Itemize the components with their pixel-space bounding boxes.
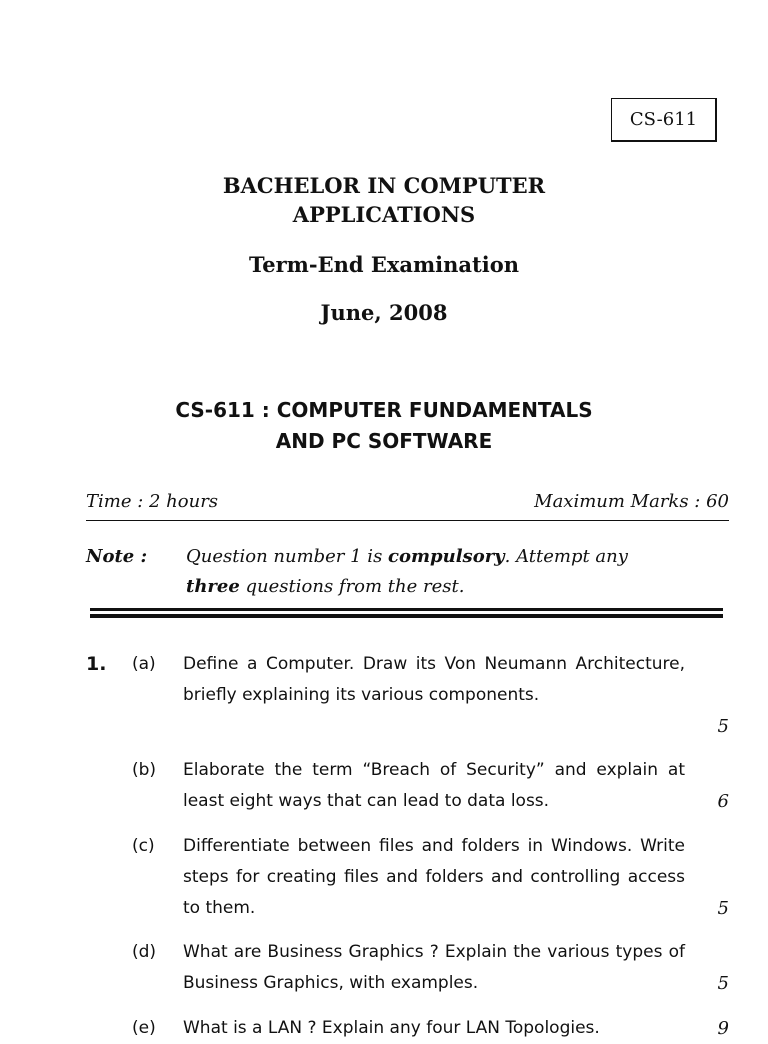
note-label: Note :	[86, 546, 148, 567]
divider-double-bottom	[90, 614, 723, 618]
note-line2-post: questions from the rest.	[239, 576, 465, 597]
exam-date: June, 2008	[320, 300, 448, 325]
note-compulsory: compulsory	[388, 546, 505, 567]
course-title-line2: AND PC SOFTWARE	[275, 429, 493, 453]
part-text: What are Business Graphics ? Explain the various types of Business Graphics, with examples.	[183, 942, 685, 993]
degree-title-line2: APPLICATIONS	[292, 202, 476, 227]
degree-title-line1: BACHELOR IN COMPUTER	[222, 173, 546, 198]
part-text: Define a Computer. Draw its Von Neumann Architecture, briefly explaining its various components.	[183, 654, 685, 705]
part-label: (e)	[132, 1018, 156, 1038]
note-text	[186, 542, 706, 602]
part-text: Differentiate between files and folders in Windows. Write steps for creating files and folders and controlling access to them.	[183, 836, 685, 918]
part-marks: 5	[717, 898, 729, 919]
part-label: (d)	[132, 942, 157, 962]
exam-title: Term-End Examination	[248, 252, 519, 277]
max-marks-label: Maximum Marks : 60	[534, 491, 729, 512]
part-marks: 5	[717, 973, 729, 994]
divider-double-top	[90, 608, 723, 611]
part-label: (b)	[132, 760, 157, 780]
part-text: Elaborate the term “Breach of Security” and explain at least eight ways that can lead to data loss.	[183, 760, 685, 811]
note-line1-pre: Question number 1 is	[186, 546, 389, 567]
part-text: What is a LAN ? Explain any four LAN Topologies.	[183, 1018, 600, 1038]
part-marks: 9	[717, 1018, 729, 1039]
part-label: (c)	[132, 836, 155, 856]
course-title-line1: CS-611 : COMPUTER FUNDAMENTALS	[175, 398, 593, 422]
part-label: (a)	[132, 654, 156, 674]
note-three: three	[186, 576, 240, 597]
degree-title	[0, 171, 768, 229]
question-number: 1.	[86, 653, 107, 675]
part-marks: 6	[717, 791, 729, 812]
course-title	[0, 395, 768, 457]
note-line1-post: . Attempt any	[504, 546, 628, 567]
paper-code-box: CS-611	[611, 98, 717, 142]
part-marks: 5	[717, 716, 729, 737]
time-marks-bar	[86, 491, 729, 512]
divider-thin	[86, 520, 729, 521]
time-label: Time : 2 hours	[86, 491, 219, 512]
